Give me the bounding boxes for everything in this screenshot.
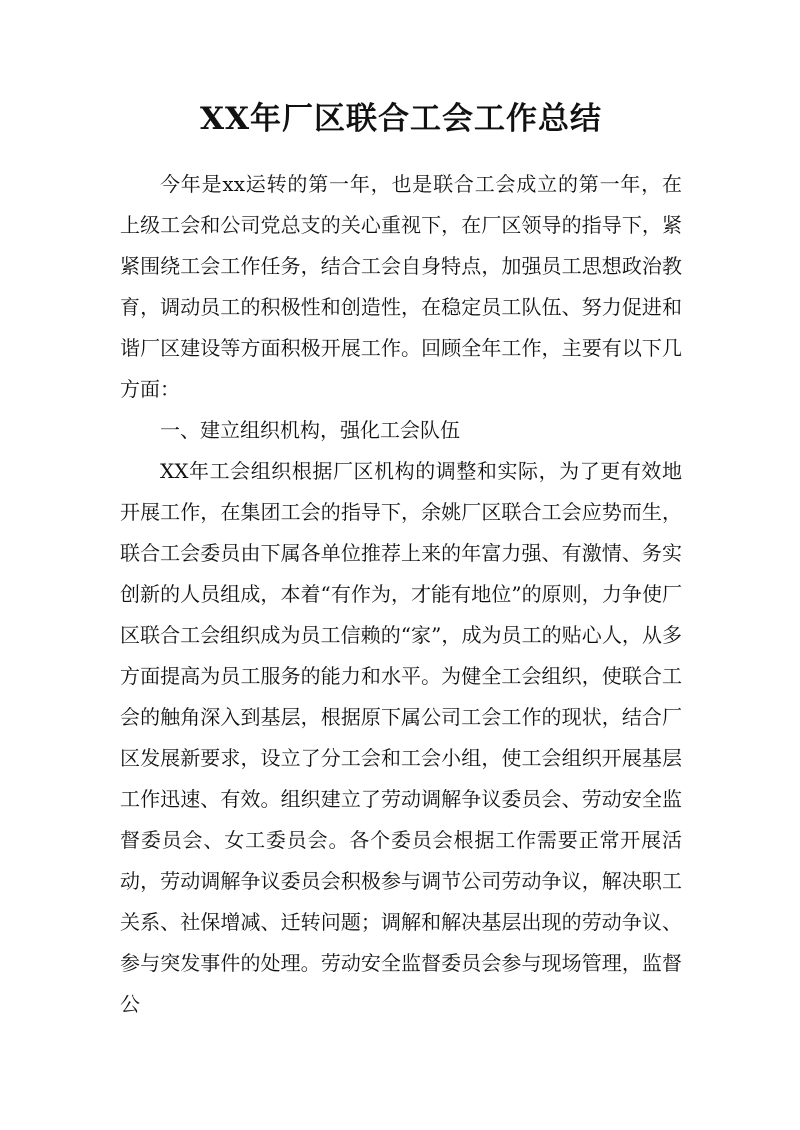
section-1-paragraph: XX年工会组织根据厂区机构的调整和实际，为了更有效地开展工作，在集团工会的指导下，余姚厂区联合工会应势而生，联合工会委员由下属各单位推荐上来的年富力强、有激情、务实创新的人员组成，本着“有作为，才能有地位”的原则，力争使厂区联合工会组织成为员工信赖的“家”，成为员工的贴心人，从多方面提高为员工服务的能力和水平。为健全工会组织，使联合工会的触角深入到基层，根据原下属公司工会工作的现状，结合厂区发展新要求，设立了分工会和工会小组，使工会组织开展基层工作迅速、有效。组织建立了劳动调解争议委员会、劳动安全监督委员会、女工委员会。各个委员会根据工作需要正常开展活动，劳动调解争议委员会积极参与调节公司劳动争议，解决职工关系、社保增减、迁转问题；调解和解决基层出现的劳动争议、参与突发事件的处理。劳动安全监督委员会参与现场管理，监督公 <box>120 459 682 1016</box>
document-title: XX年厂区联合工会工作总结 <box>199 101 603 137</box>
document-page <box>120 88 682 1025</box>
intro-paragraph: 今年是xx运转的第一年，也是联合工会成立的第一年，在上级工会和公司党总支的关心重视下，在厂区领导的指导下，紧紧围绕工会工作任务，结合工会自身特点，加强员工思想政治教育，调动员工的积极性和创造性，在稳定员工队伍、努力促进和谐厂区建设等方面积极开展工作。回顾全年工作，主要有以下几方面： <box>120 172 682 401</box>
section-1-heading: 一、建立组织机构，强化工会队伍 <box>160 418 460 442</box>
